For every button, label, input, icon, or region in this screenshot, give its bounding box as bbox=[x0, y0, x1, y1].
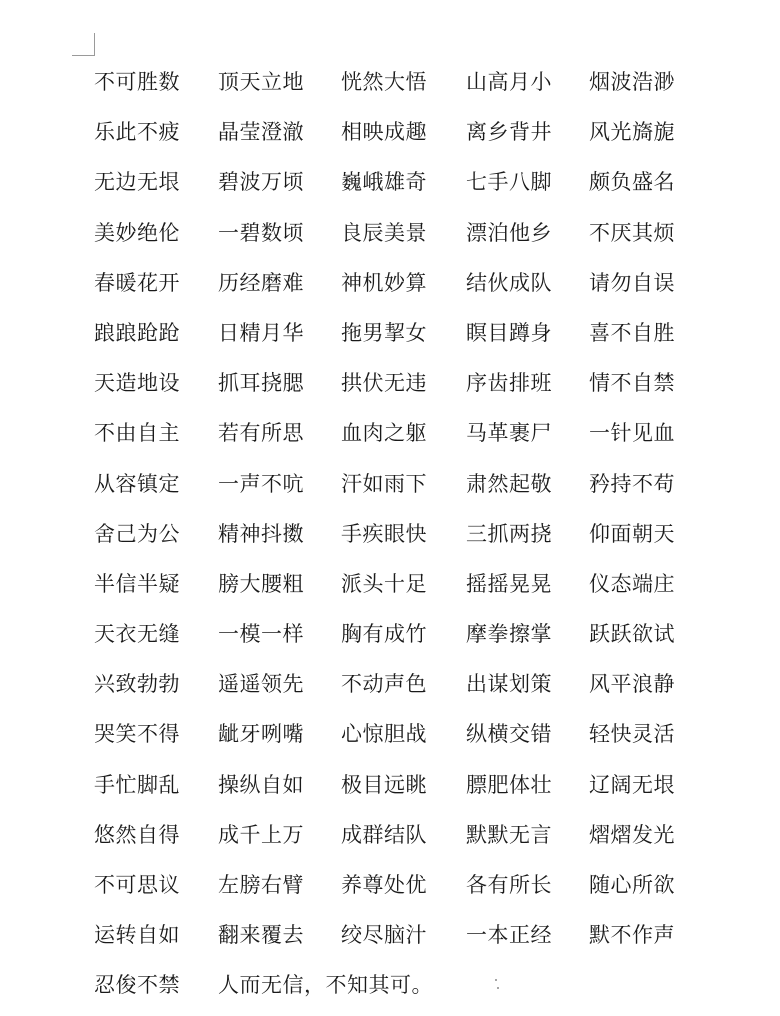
idiom-row bbox=[94, 915, 734, 965]
idiom-cell: 摇摇晃晃 bbox=[466, 571, 552, 596]
idiom-cell: 晶莹澄澈 bbox=[218, 120, 304, 145]
idiom-cell: 兴致勃勃 bbox=[94, 672, 180, 697]
idiom-cell: 派头十足 bbox=[341, 571, 427, 596]
idiom-cell: 颇负盛名 bbox=[589, 170, 675, 195]
idiom-cell: 成群结队 bbox=[341, 822, 427, 847]
idiom-cell: 一声不吭 bbox=[218, 471, 304, 496]
idiom-cell: 矜持不苟 bbox=[589, 471, 675, 496]
idiom-cell: 摩拳擦掌 bbox=[466, 622, 552, 647]
idiom-cell: 跃跃欲试 bbox=[589, 622, 675, 647]
idiom-cell: 恍然大悟 bbox=[341, 70, 427, 94]
idiom-cell: 天造地设 bbox=[94, 371, 180, 396]
idiom-cell: 辽阔无垠 bbox=[589, 772, 675, 797]
idiom-cell: 乐此不疲 bbox=[94, 120, 180, 145]
scan-speck bbox=[497, 987, 499, 989]
idiom-cell: 左膀右臂 bbox=[218, 873, 304, 897]
idiom-row bbox=[94, 564, 734, 614]
idiom-cell: 龇牙咧嘴 bbox=[218, 722, 304, 747]
idiom-cell: 精神抖擞 bbox=[218, 521, 304, 546]
idiom-cell: 养尊处优 bbox=[341, 873, 427, 897]
idiom-cell: 山高月小 bbox=[466, 70, 552, 94]
idiom-cell: 美妙绝伦 bbox=[94, 220, 180, 245]
idiom-cell: 顶天立地 bbox=[218, 70, 304, 94]
idiom-row-last bbox=[94, 965, 734, 1015]
idiom-cell: 操纵自如 bbox=[218, 772, 304, 797]
idiom-cell: 血肉之躯 bbox=[341, 421, 427, 446]
idiom-cell: 离乡背井 bbox=[466, 120, 552, 145]
idiom-cell: 悠然自得 bbox=[94, 822, 180, 847]
idiom-cell: 随心所欲 bbox=[589, 873, 675, 897]
idiom-cell: 一模一样 bbox=[218, 622, 304, 647]
idiom-cell: 轻快灵活 bbox=[589, 722, 675, 747]
idiom-cell: 忍俊不禁 bbox=[94, 973, 180, 998]
idiom-cell: 出谋划策 bbox=[466, 672, 552, 697]
idiom-cell: 默不作声 bbox=[589, 923, 675, 948]
idiom-row bbox=[94, 263, 734, 313]
idiom-cell: 汗如雨下 bbox=[341, 471, 427, 496]
idiom-cell: 若有所思 bbox=[218, 421, 304, 446]
idiom-grid bbox=[94, 62, 734, 1016]
idiom-row bbox=[94, 865, 734, 915]
idiom-cell: 烟波浩渺 bbox=[589, 70, 675, 94]
idiom-row bbox=[94, 313, 734, 363]
idiom-cell: 运转自如 bbox=[94, 923, 180, 948]
idiom-cell: 心惊胆战 bbox=[341, 722, 427, 747]
idiom-cell: 七手八脚 bbox=[466, 170, 552, 195]
idiom-cell: 一本正经 bbox=[466, 923, 552, 948]
idiom-cell: 手疾眼快 bbox=[341, 521, 427, 546]
idiom-cell: 膀大腰粗 bbox=[218, 571, 304, 596]
idiom-cell: 肃然起敬 bbox=[466, 471, 552, 496]
idiom-cell: 遥遥领先 bbox=[218, 672, 304, 697]
idiom-cell: 翻来覆去 bbox=[218, 923, 304, 948]
idiom-cell: 巍峨雄奇 bbox=[341, 170, 427, 195]
idiom-cell: 手忙脚乱 bbox=[94, 772, 180, 797]
idiom-row bbox=[94, 112, 734, 162]
idiom-cell: 漂泊他乡 bbox=[466, 220, 552, 245]
idiom-cell: 结伙成队 bbox=[466, 270, 552, 295]
idiom-row bbox=[94, 514, 734, 564]
idiom-row bbox=[94, 464, 734, 514]
idiom-cell: 从容镇定 bbox=[94, 471, 180, 496]
scan-speck bbox=[495, 979, 497, 981]
idiom-cell: 拱伏无违 bbox=[341, 371, 427, 396]
idiom-cell: 胸有成竹 bbox=[341, 622, 427, 647]
idiom-row bbox=[94, 413, 734, 463]
idiom-row bbox=[94, 213, 734, 263]
idiom-cell: 相映成趣 bbox=[341, 120, 427, 145]
idiom-cell: 序齿排班 bbox=[466, 371, 552, 396]
idiom-cell: 各有所长 bbox=[466, 873, 552, 897]
idiom-cell: 一碧数顷 bbox=[218, 220, 304, 245]
idiom-cell: 抓耳挠腮 bbox=[218, 371, 304, 396]
idiom-row bbox=[94, 62, 734, 112]
idiom-cell: 喜不自胜 bbox=[589, 320, 675, 345]
idiom-row bbox=[94, 162, 734, 212]
idiom-cell: 请勿自误 bbox=[589, 270, 675, 295]
idiom-cell: 成千上万 bbox=[218, 822, 304, 847]
idiom-cell: 膘肥体壮 bbox=[466, 772, 552, 797]
quote-text: 人而无信，不知其可。 bbox=[218, 973, 433, 998]
idiom-cell: 神机妙算 bbox=[341, 270, 427, 295]
idiom-cell: 舍己为公 bbox=[94, 521, 180, 546]
idiom-cell: 不厌其烦 bbox=[589, 220, 675, 245]
idiom-cell: 风光旖旎 bbox=[589, 120, 675, 145]
idiom-cell: 马革裹尸 bbox=[466, 421, 552, 446]
idiom-cell: 不动声色 bbox=[341, 672, 427, 697]
idiom-cell: 无边无垠 bbox=[94, 170, 180, 195]
idiom-cell: 不由自主 bbox=[94, 421, 180, 446]
idiom-cell: 风平浪静 bbox=[589, 672, 675, 697]
idiom-cell: 纵横交错 bbox=[466, 722, 552, 747]
idiom-row bbox=[94, 614, 734, 664]
idiom-cell: 仰面朝天 bbox=[589, 521, 675, 546]
idiom-row bbox=[94, 664, 734, 714]
idiom-cell: 瞑目蹲身 bbox=[466, 320, 552, 345]
idiom-cell: 熠熠发光 bbox=[589, 822, 675, 847]
idiom-cell: 默默无言 bbox=[466, 822, 552, 847]
page-margin-corner-mark bbox=[72, 33, 95, 56]
idiom-cell: 历经磨难 bbox=[218, 270, 304, 295]
idiom-cell: 一针见血 bbox=[589, 421, 675, 446]
idiom-cell: 天衣无缝 bbox=[94, 622, 180, 647]
idiom-row bbox=[94, 363, 734, 413]
idiom-cell: 仪态端庄 bbox=[589, 571, 675, 596]
idiom-cell: 良辰美景 bbox=[341, 220, 427, 245]
idiom-cell: 半信半疑 bbox=[94, 571, 180, 596]
idiom-cell: 春暖花开 bbox=[94, 270, 180, 295]
idiom-row bbox=[94, 714, 734, 764]
idiom-cell: 哭笑不得 bbox=[94, 722, 180, 747]
idiom-cell: 三抓两挠 bbox=[466, 521, 552, 546]
idiom-cell: 情不自禁 bbox=[589, 371, 675, 396]
idiom-cell: 不可思议 bbox=[94, 873, 180, 897]
idiom-cell: 极目远眺 bbox=[341, 772, 427, 797]
idiom-cell: 拖男挈女 bbox=[341, 320, 427, 345]
idiom-cell: 绞尽脑汁 bbox=[341, 923, 427, 948]
idiom-cell: 踉踉跄跄 bbox=[94, 320, 180, 345]
idiom-row bbox=[94, 765, 734, 815]
idiom-cell: 日精月华 bbox=[218, 320, 304, 345]
idiom-cell: 碧波万顷 bbox=[218, 170, 304, 195]
idiom-row bbox=[94, 815, 734, 865]
idiom-cell: 不可胜数 bbox=[94, 70, 180, 94]
